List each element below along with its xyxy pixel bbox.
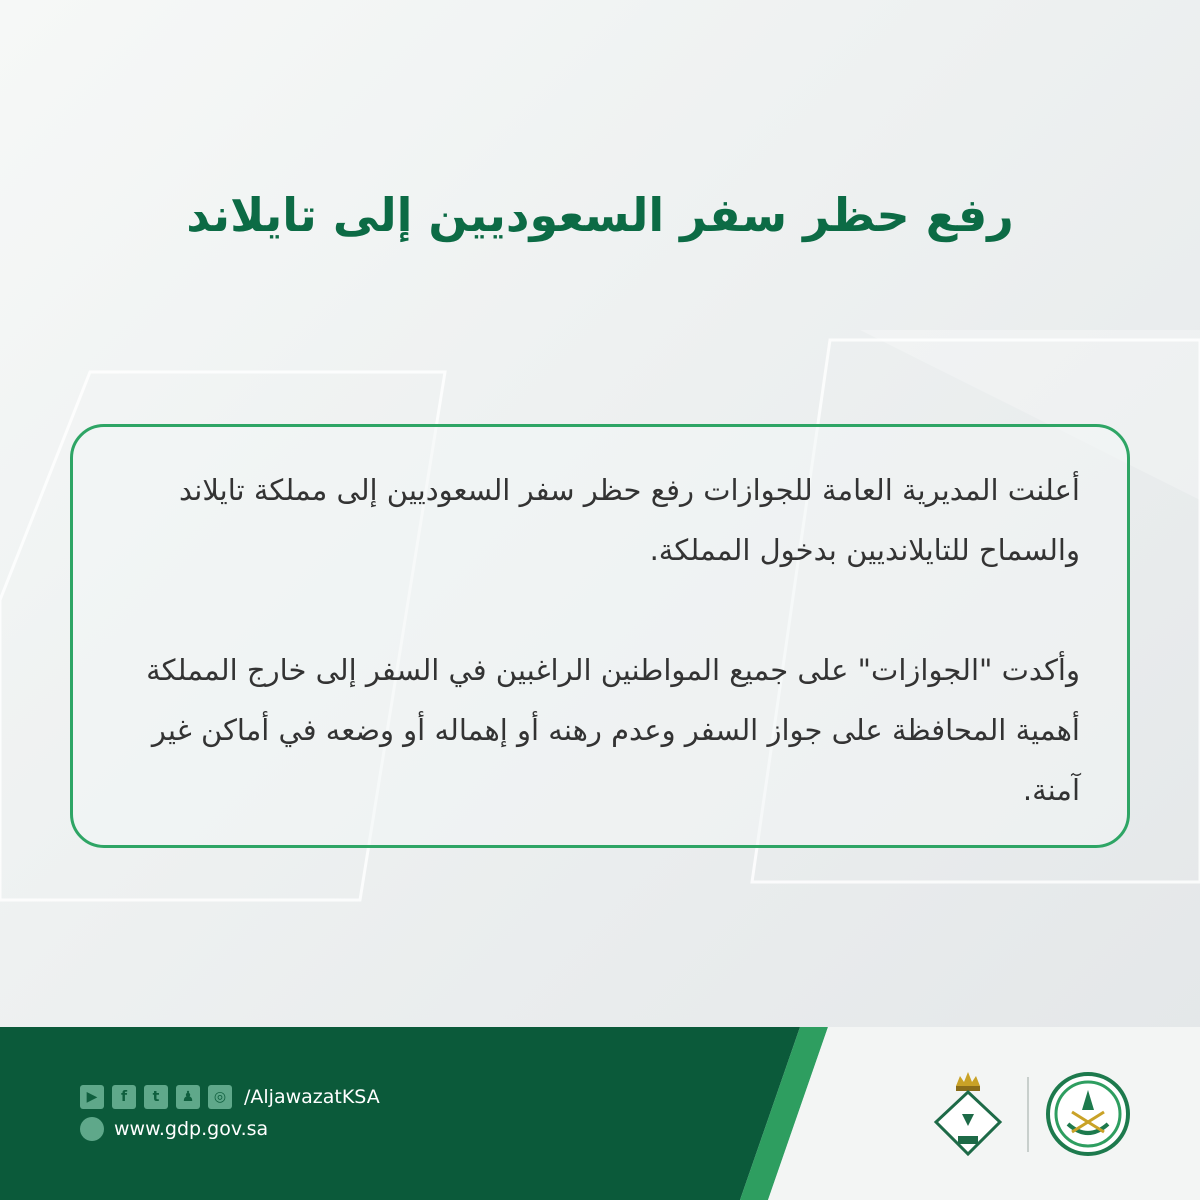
footer-logos (930, 1062, 1130, 1162)
social-handle[interactable]: /AljawazatKSA (244, 1086, 380, 1108)
announcement-body (120, 460, 1080, 820)
website-link (80, 1117, 268, 1141)
jawazat-logo-icon (936, 1072, 1000, 1154)
ministry-logo-icon (1048, 1074, 1128, 1154)
website-url[interactable]: www.gdp.gov.sa (114, 1118, 269, 1140)
snapchat-icon[interactable]: ♟ (176, 1085, 200, 1109)
globe-icon (80, 1117, 104, 1141)
youtube-icon[interactable]: ▶ (80, 1085, 104, 1109)
announcement-paragraph-2: وأكدت "الجوازات" على جميع المواطنين الراغبين في السفر إلى خارج المملكة أهمية المحافظة على جواز السفر وعدم رهنه أو إهماله أو وضعه في أماكن غير آمنة. (146, 653, 1080, 807)
facebook-icon[interactable]: f (112, 1085, 136, 1109)
instagram-icon[interactable]: ◎ (208, 1085, 232, 1109)
social-links (80, 1085, 380, 1109)
page-title: رفع حظر سفر السعوديين إلى تايلاند (186, 188, 1014, 242)
twitter-icon[interactable]: t (144, 1085, 168, 1109)
announcement-paragraph-1: أعلنت المديرية العامة للجوازات رفع حظر سفر السعوديين إلى مملكة تايلاند والسماح للتايلانديين بدخول المملكة. (179, 473, 1080, 567)
